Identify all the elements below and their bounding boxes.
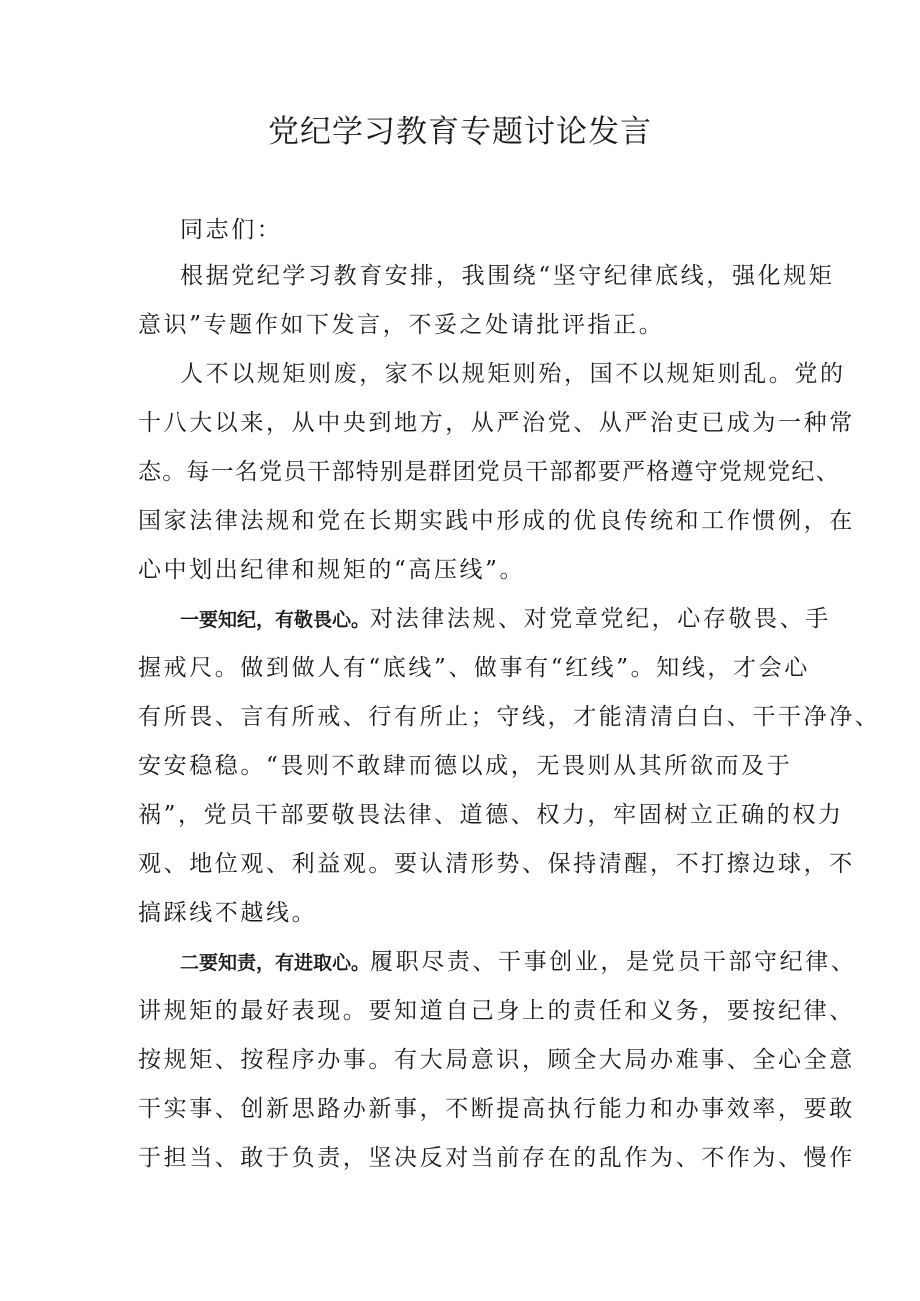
- paragraph-line: 讲规矩的最好表现。要知道自己身上的责任和义务，要按纪律、: [138, 998, 855, 1024]
- paragraph-line: 按规矩、按程序办事。有大局意识，顾全大局办难事、全心全意: [138, 1047, 855, 1073]
- paragraph-line: 安安稳稳。“畏则不敢肆而德以成，无畏则从其所欲而及于: [138, 753, 793, 779]
- section-1-first-line: [180, 599, 831, 640]
- salutation: 同志们：: [180, 217, 283, 243]
- paragraph-line: 意识”专题作如下发言，不妥之处请批评指正。: [138, 312, 665, 338]
- section-1-text: 对法律法规、对党章党纪，心存敬畏、手: [370, 606, 831, 632]
- paragraph-line: 十八大以来，从中央到地方，从严治党、从严治吏已成为一种常: [138, 410, 855, 436]
- paragraph-line: 观、地位观、利益观。要认清形势、保持清醒，不打擦边球，不: [138, 851, 855, 877]
- paragraph-line: 国家法律法规和党在长期实践中形成的优良传统和工作惯例，在: [138, 508, 855, 534]
- section-2-heading: 二要知责，有进取心。: [180, 952, 371, 974]
- paragraph-line: 心中划出纪律和规矩的“高压线”。: [138, 557, 526, 583]
- section-2-first-line: [180, 942, 857, 983]
- paragraph-line: 祸”，党员干部要敬畏法律、道德、权力，牢固树立正确的权力: [138, 802, 844, 828]
- paragraph-line: 有所畏、言有所戒、行有所止；守线，才能清清白白、干干净净、: [138, 704, 881, 730]
- paragraph-line: 握戒尺。做到做人有“底线”、做事有“红线”。知线，才会心: [138, 655, 810, 681]
- paragraph-line: 人不以规矩则废，家不以规矩则殆，国不以规矩则乱。党的: [180, 361, 846, 387]
- section-1-heading: 一要知纪，有敬畏心。: [180, 609, 371, 631]
- document-title: 党纪学习教育专题讨论发言: [268, 114, 652, 150]
- section-2-text: 履职尽责、干事创业，是党员干部守纪律、: [370, 949, 857, 975]
- paragraph-line: 干实事、创新思路办新事，不断提高执行能力和办事效率，要敢: [138, 1096, 855, 1122]
- paragraph-line: 搞踩线不越线。: [138, 900, 318, 926]
- paragraph-line: 态。每一名党员干部特别是群团党员干部都要严格遵守党规党纪、: [138, 459, 840, 485]
- paragraph-line: 于担当、敢于负责，坚决反对当前存在的乱作为、不作为、慢作: [138, 1145, 855, 1171]
- paragraph-line: 根据党纪学习教育安排，我围绕“坚守纪律底线，强化规矩: [180, 263, 835, 289]
